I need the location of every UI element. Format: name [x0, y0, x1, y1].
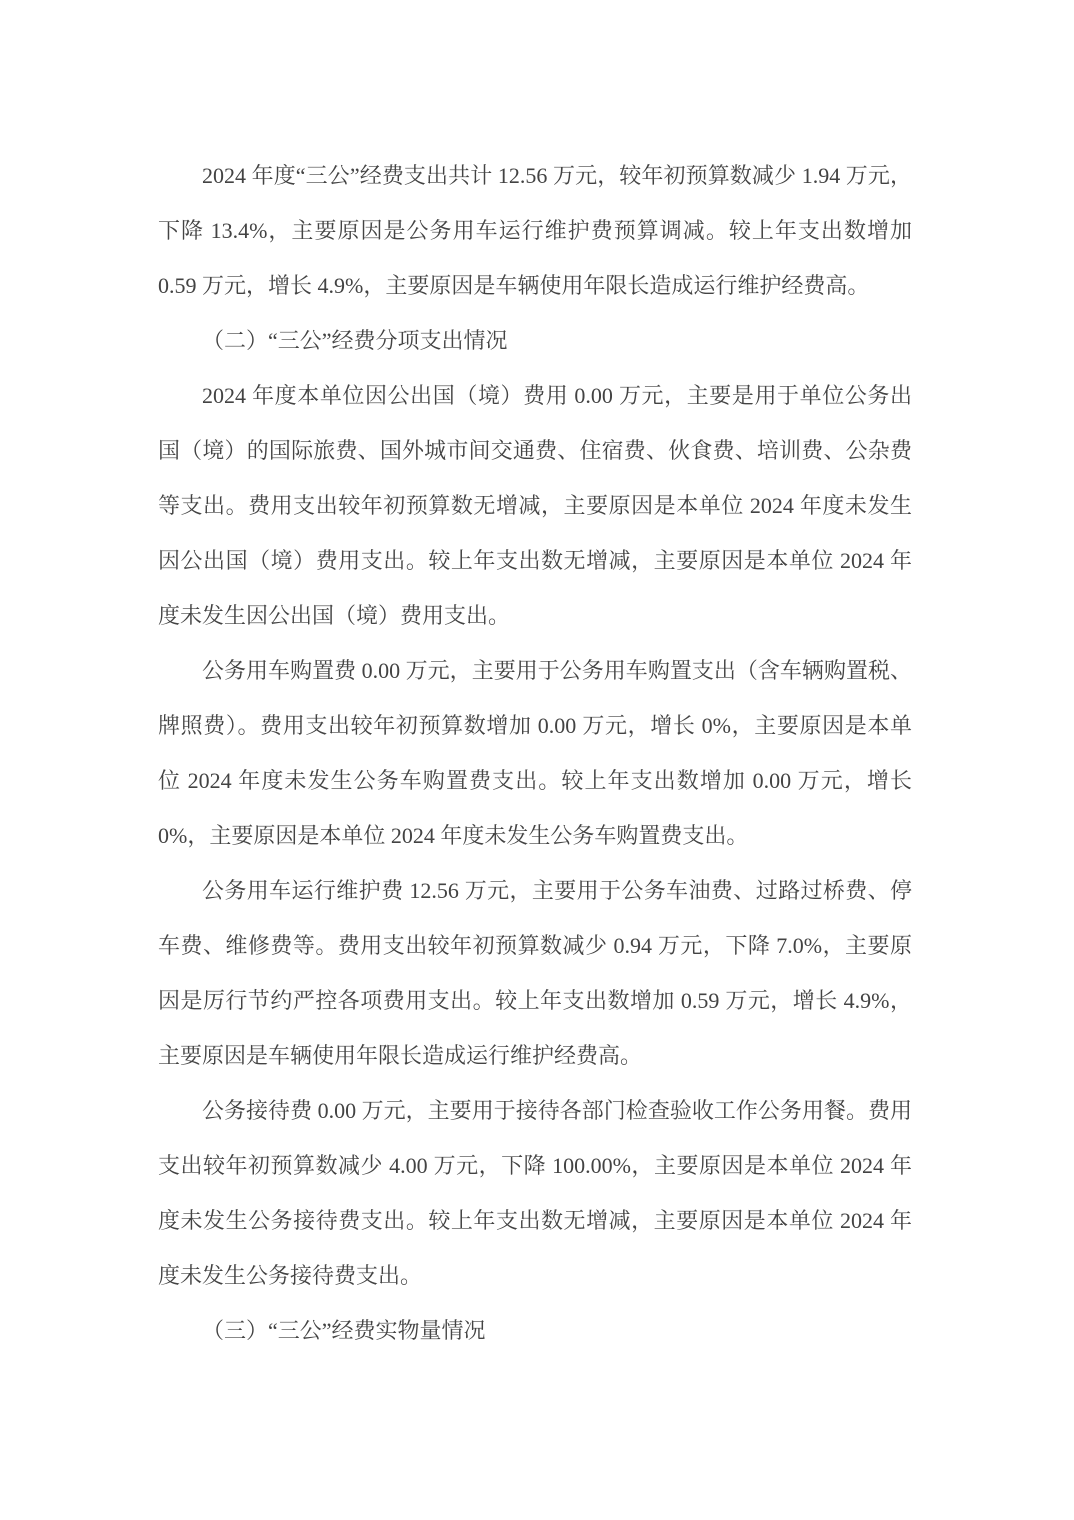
body-paragraph: 公务接待费 0.00 万元，主要用于接待各部门检查验收工作公务用餐。费用支出较年初预算数减少 4.00 万元，下降 100.00%，主要原因是本单位 2024 年度未发生公务接待费支出。较上年支出数无增减，主要原因是本单位 2024 年度未发生公务接待费支出。: [158, 1098, 912, 1288]
body-paragraph: 公务用车购置费 0.00 万元，主要用于公务用车购置支出（含车辆购置税、牌照费）。费用支出较年初预算数增加 0.00 万元，增长 0%，主要原因是本单位 2024 年度未发生公务车购置费支出。较上年支出数增加 0.00 万元，增长 0%，主要原因是本单位 2024 年度未发生公务车购置费支出。: [158, 658, 912, 848]
body-paragraph: 2024 年度“三公”经费支出共计 12.56 万元，较年初预算数减少 1.94 万元，下降 13.4%，主要原因是公务用车运行维护费预算调减。较上年支出数增加 0.59 万元，增长 4.9%，主要原因是车辆使用年限长造成运行维护经费高。: [158, 163, 912, 298]
body-paragraph: 2024 年度本单位因公出国（境）费用 0.00 万元，主要是用于单位公务出国（境）的国际旅费、国外城市间交通费、住宿费、伙食费、培训费、公杂费等支出。费用支出较年初预算数无增减，主要原因是本单位 2024 年度未发生因公出国（境）费用支出。较上年支出数无增减，主要原因是本单位 2024 年度未发生因公出国（境）费用支出。: [158, 383, 912, 628]
section-heading: （二）“三公”经费分项支出情况: [202, 328, 508, 353]
body-paragraph: 公务用车运行维护费 12.56 万元，主要用于公务车油费、过路过桥费、停车费、维修费等。费用支出较年初预算数减少 0.94 万元，下降 7.0%，主要原因是厉行节约严控各项费用支出。较上年支出数增加 0.59 万元，增长 4.9%，主要原因是车辆使用年限长造成运行维护经费高。: [158, 878, 912, 1068]
document-body: [158, 148, 912, 1358]
section-heading: （三）“三公”经费实物量情况: [202, 1318, 486, 1343]
